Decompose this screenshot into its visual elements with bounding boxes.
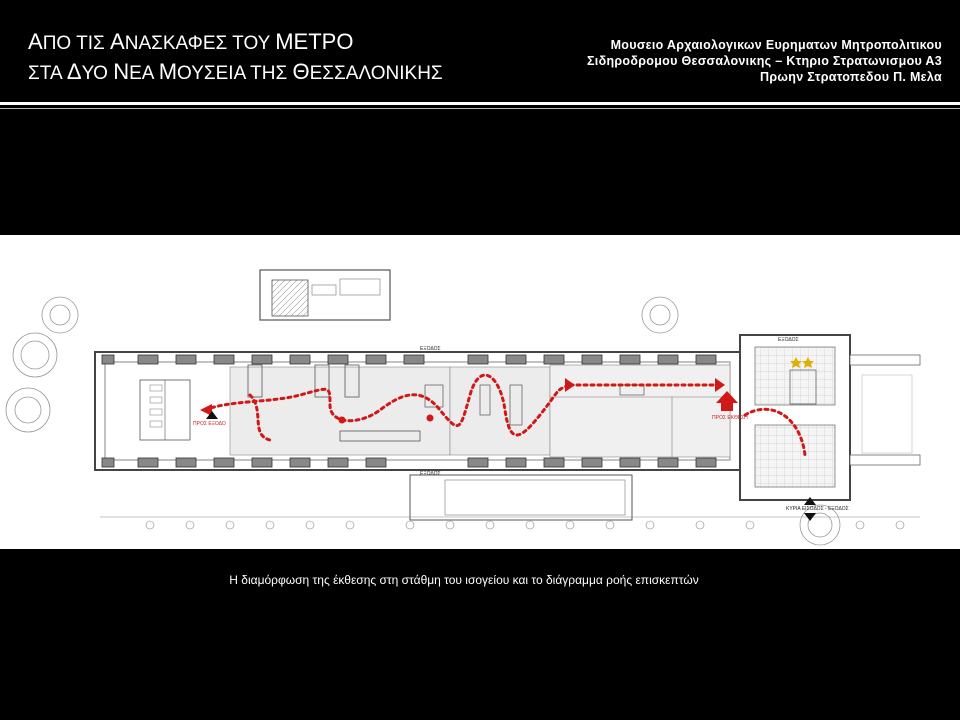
subtitle-line-1: Μουσειο Αρχαιολογικων Ευρηματων Μητροπολιτικου: [610, 38, 942, 52]
header-divider-thin: [0, 108, 960, 109]
title-line-2: ΣΤΑ ΔΥΟ ΝΕΑ ΜΟΥΣΕΙΑ ΤΗΣ ΘΕΣΣΑΛΟΝΙΚΗΣ: [28, 59, 443, 84]
exit-label-south: ΕΞΟΔΟΣ: [420, 471, 441, 477]
to-exhibition-label: ΠΡΟΣ ΕΚΘΕΣΗ: [712, 415, 748, 421]
east-wing: [740, 335, 920, 500]
main-entrance-label: ΚΥΡΙΑ ΕΙΣΟΔΟΣ - ΕΞΟΔΟΣ: [786, 506, 849, 512]
north-annex: [260, 270, 390, 320]
exit-label-north: ΕΞΟΔΟΣ: [420, 346, 441, 352]
exit-label-east: ΕΞΟΔΟΣ: [778, 337, 799, 343]
subtitle-line-2: Σιδηροδρομου Θεσσαλονικης – Κτηριο Στρατωνισμου Α3: [587, 54, 942, 68]
south-annex: [410, 475, 632, 520]
header-divider: [0, 102, 960, 105]
to-exit-label: ΠΡΟΣ ΕΞΟΔΟ: [193, 421, 226, 427]
main-building: [95, 352, 740, 470]
presentation-title: [28, 28, 443, 88]
museum-subtitle: [587, 37, 942, 85]
plan-caption: Η διαμόρφωση της έκθεσης στη στάθμη του ισογείου και το διάγραμμα ροής επισκεπτών: [229, 573, 699, 587]
title-line-1: ΑΠΟ ΤΙΣ ΑΝΑΣΚΑΦΕΣ ΤΟΥ ΜΕΤΡΟ: [28, 29, 354, 54]
floor-plan-drawing: [0, 235, 960, 549]
floor-plan-panel: [0, 235, 960, 549]
subtitle-line-3: Πρωην Στρατοπεδου Π. Μελα: [760, 70, 942, 84]
